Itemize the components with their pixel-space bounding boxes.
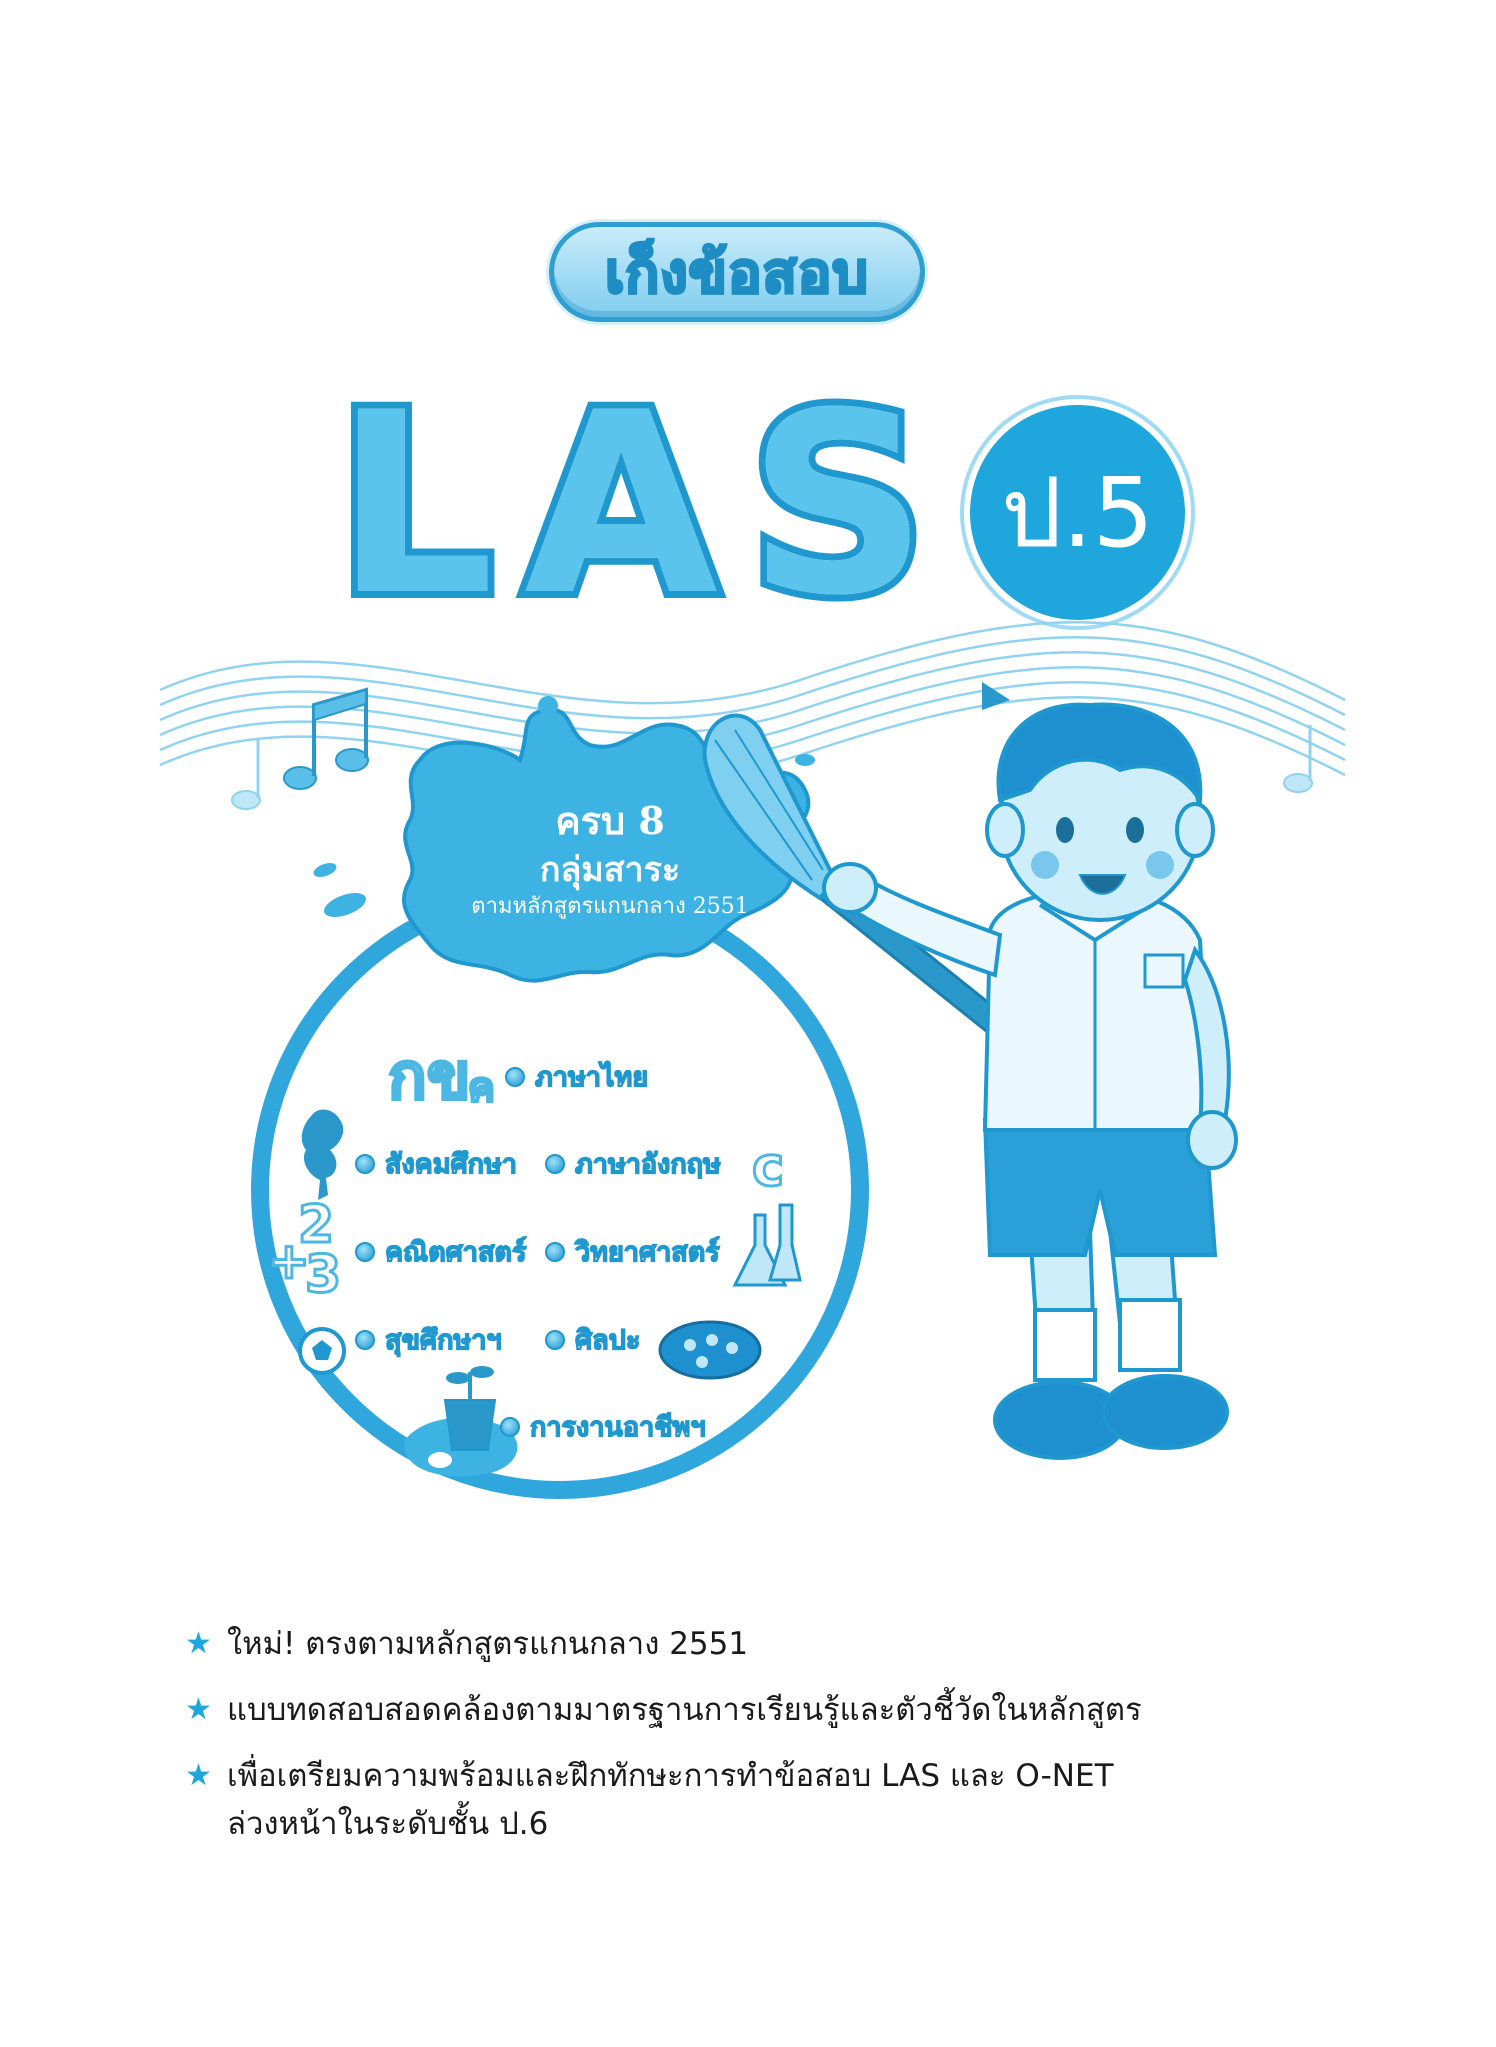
cover-illustration (0, 600, 1496, 1500)
subject-social (355, 1142, 517, 1185)
series-badge (549, 222, 925, 322)
feature-item (185, 1620, 1365, 1668)
subject-art-label: ศิลปะ (575, 1325, 641, 1356)
subject-art (545, 1318, 640, 1361)
feature-text: เพื่อเตรียมความพร้อมและฝึกทักษะการทำข้อสอบ LAS และ O-NET (227, 1758, 1114, 1794)
bullet-dot-icon (505, 1067, 525, 1087)
main-title: LAS (335, 359, 958, 650)
thai-small-glyph: ค (468, 1065, 495, 1111)
star-icon: ★ (185, 1758, 212, 1793)
feature-list (185, 1620, 1365, 1866)
subject-social-label: สังคมศึกษา (385, 1149, 517, 1180)
math-two-glyph: 2 (298, 1195, 335, 1255)
subject-math-label: คณิตศาสตร์ (385, 1237, 527, 1268)
bullet-dot-icon (545, 1242, 565, 1262)
subject-health-label: สุขศึกษาฯ (385, 1325, 502, 1356)
feature-text-block (227, 1752, 1365, 1848)
star-icon: ★ (185, 1626, 212, 1661)
subject-health (355, 1318, 502, 1361)
bullet-dot-icon (355, 1330, 375, 1350)
grade-text: ป.5 (1001, 456, 1154, 569)
student-boy-illustration (824, 704, 1236, 1458)
subject-math (355, 1230, 526, 1273)
bullet-dot-icon (545, 1154, 565, 1174)
feature-text: ใหม่! ตรงตามหลักสูตรแกนกลาง 2551 (227, 1626, 749, 1662)
bullet-dot-icon (355, 1154, 375, 1174)
bullet-dot-icon (545, 1330, 565, 1350)
feature-text: แบบทดสอบสอดคล้องตามมาตรฐานการเรียนรู้และตัวชี้วัดในหลักสูตร (227, 1692, 1142, 1728)
subject-science-label: วิทยาศาสตร์ (575, 1237, 720, 1268)
subject-thai-label: ภาษาไทย (535, 1062, 649, 1093)
bullet-dot-icon (355, 1242, 375, 1262)
splash-line-2: กลุ่มสาระ (539, 850, 681, 890)
feature-text-continued: ล่วงหน้าในระดับชั้น ป.6 (227, 1806, 549, 1842)
math-plus-glyph: + (268, 1232, 310, 1290)
splash-line-1: ครบ 8 (555, 798, 665, 843)
feature-item (185, 1686, 1365, 1734)
subject-thai (505, 1055, 648, 1098)
grade-badge (970, 405, 1185, 620)
math-three-glyph: 3 (305, 1245, 342, 1305)
subject-english-label: ภาษาอังกฤษ (575, 1149, 721, 1180)
subject-career-label: การงานอาชีพฯ (530, 1412, 706, 1443)
paint-palette-icon (660, 1322, 760, 1378)
soccer-ball-icon (300, 1329, 344, 1373)
feature-item (185, 1752, 1365, 1848)
thai-letters-glyph: กข (388, 1040, 471, 1114)
subject-career (500, 1405, 705, 1448)
english-letter-glyph: c (752, 1135, 785, 1198)
subject-science (545, 1230, 720, 1273)
series-badge-text: เก็งข้อสอบ (605, 240, 869, 306)
bullet-dot-icon (500, 1417, 520, 1437)
subject-english (545, 1142, 721, 1185)
splash-line-3: ตามหลักสูตรแกนกลาง 2551 (471, 894, 749, 919)
star-icon: ★ (185, 1692, 212, 1727)
